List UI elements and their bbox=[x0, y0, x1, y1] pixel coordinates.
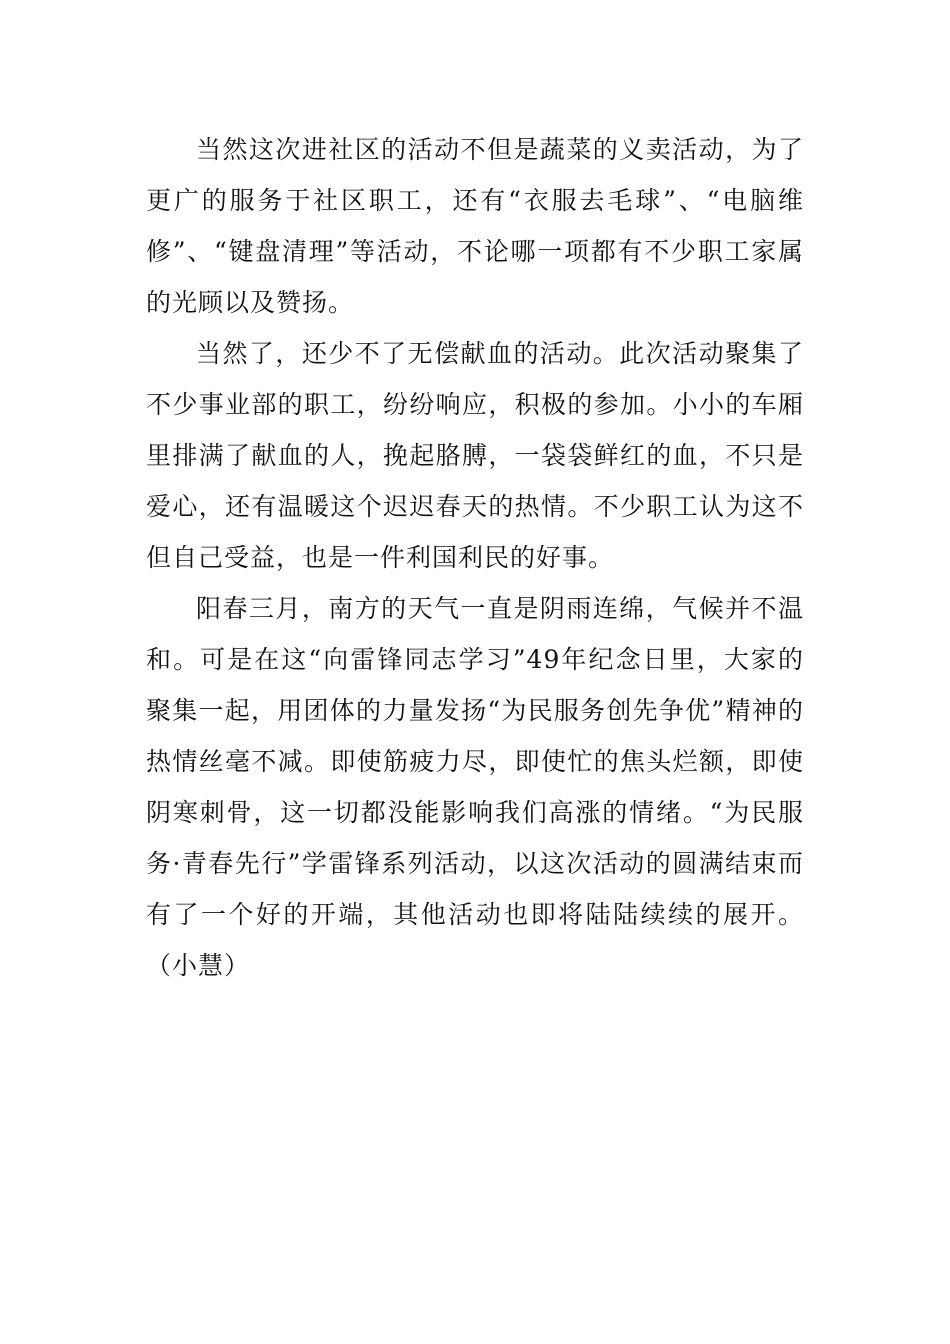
paragraph-blood-donation: 当然了，还少不了无偿献血的活动。此次活动聚集了不少事业部的职工，纷纷响应，积极的参加。小小的车厢里排满了献血的人，挽起胳膊，一袋袋鲜红的血，不只是爱心，还有温暖这个迟迟春天的热情。不少职工认为这不但自己受益，也是一件利国利民的好事。 bbox=[146, 339, 804, 572]
paragraph-community-activities: 当然这次进社区的活动不但是蔬菜的义卖活动，为了更广的服务于社区职工，还有“衣服去毛球”、“电脑维修”、“键盘清理”等活动，不论哪一项都有不少职工家属的光顾以及赞扬。 bbox=[146, 135, 804, 317]
document-body bbox=[146, 124, 804, 991]
paragraph-lei-feng-commemoration: 阳春三月，南方的天气一直是阴雨连绵，气候并不温和。可是在这“向雷锋同志学习”49年纪念日里，大家的聚集一起，用团体的力量发扬“为民服务创先争优”精神的热情丝毫不减。即使筋疲力尽，即使忙的焦头烂额，即使阴寒刺骨，这一切都没能影响我们高涨的情绪。“为民服务·青春先行”学雷锋系列活动，以这次活动的圆满结束而有了一个好的开端，其他活动也即将陆陆续续的展开。（小慧） bbox=[146, 594, 804, 980]
